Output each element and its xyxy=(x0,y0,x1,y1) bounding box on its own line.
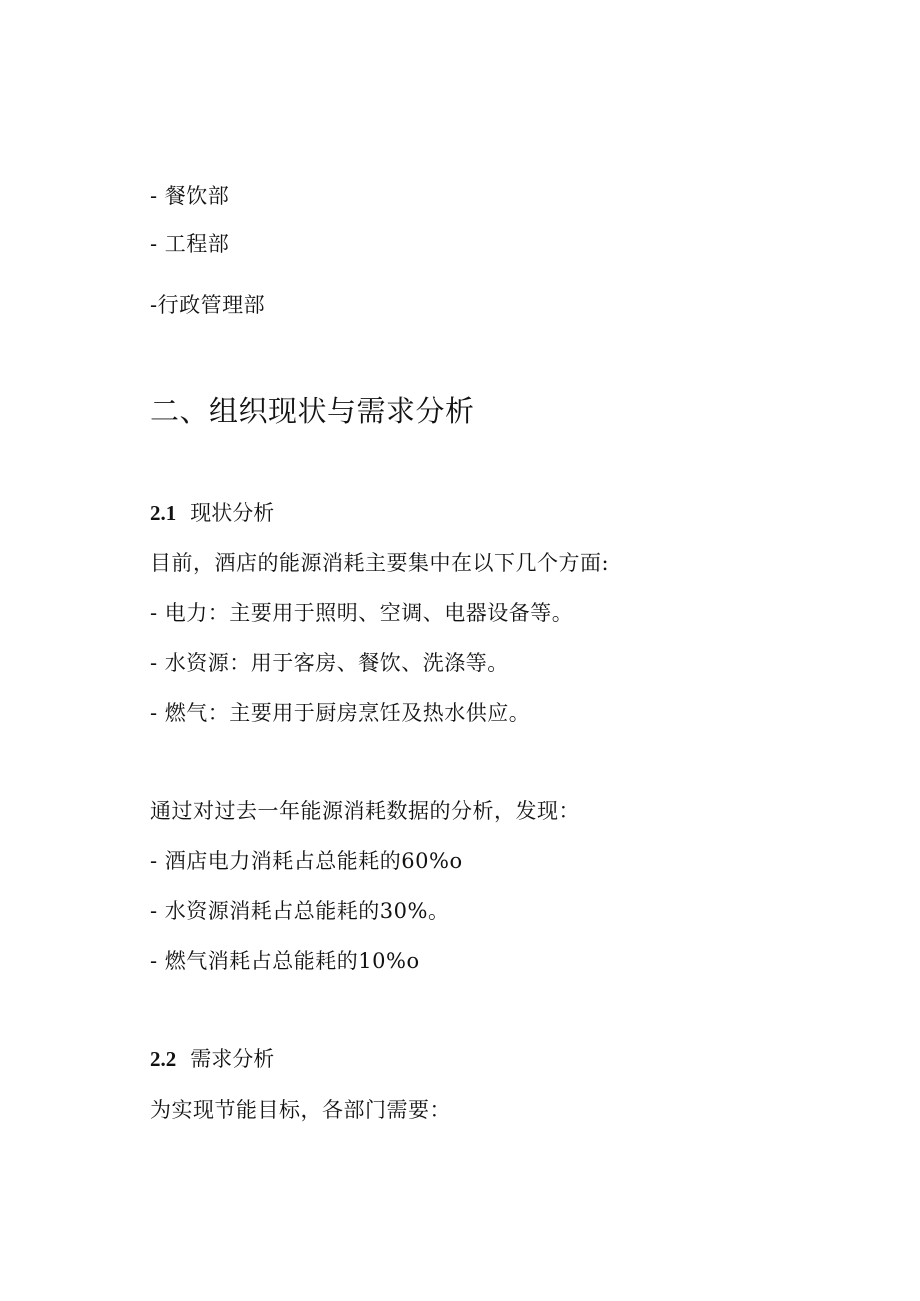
paragraph: 通过对过去一年能源消耗数据的分析，发现： xyxy=(150,799,580,823)
subsection-heading-2-2 xyxy=(150,1044,274,1074)
paragraph: 目前，酒店的能源消耗主要集中在以下几个方面: xyxy=(150,551,610,575)
paragraph: 为实现节能目标，各部门需要： xyxy=(150,1098,451,1122)
list-item: - 水资源消耗占总能耗的30%。 xyxy=(150,899,450,923)
dept-list-item: - 餐饮部 xyxy=(150,184,230,208)
list-item: - 电力：主要用于照明、空调、电器设备等。 xyxy=(150,601,574,625)
subsection-number: 2.1 xyxy=(150,501,177,525)
subsection-number: 2.2 xyxy=(150,1047,177,1071)
list-item: - 燃气：主要用于厨房烹饪及热水供应。 xyxy=(150,701,531,725)
subsection-title: 现状分析 xyxy=(190,501,275,525)
list-item: - 燃气消耗占总能耗的10%o xyxy=(150,949,420,973)
subsection-title: 需求分析 xyxy=(190,1047,275,1071)
list-item: - 水资源：用于客房、餐饮、洗涤等。 xyxy=(150,651,509,675)
subsection-heading-2-1 xyxy=(150,498,274,528)
section-heading: 二、组织现状与需求分析 xyxy=(150,394,475,428)
list-item: - 酒店电力消耗占总能耗的60%o xyxy=(150,849,463,873)
dept-list-item: -行政管理部 xyxy=(150,293,266,317)
dept-list-item: - 工程部 xyxy=(150,232,230,256)
